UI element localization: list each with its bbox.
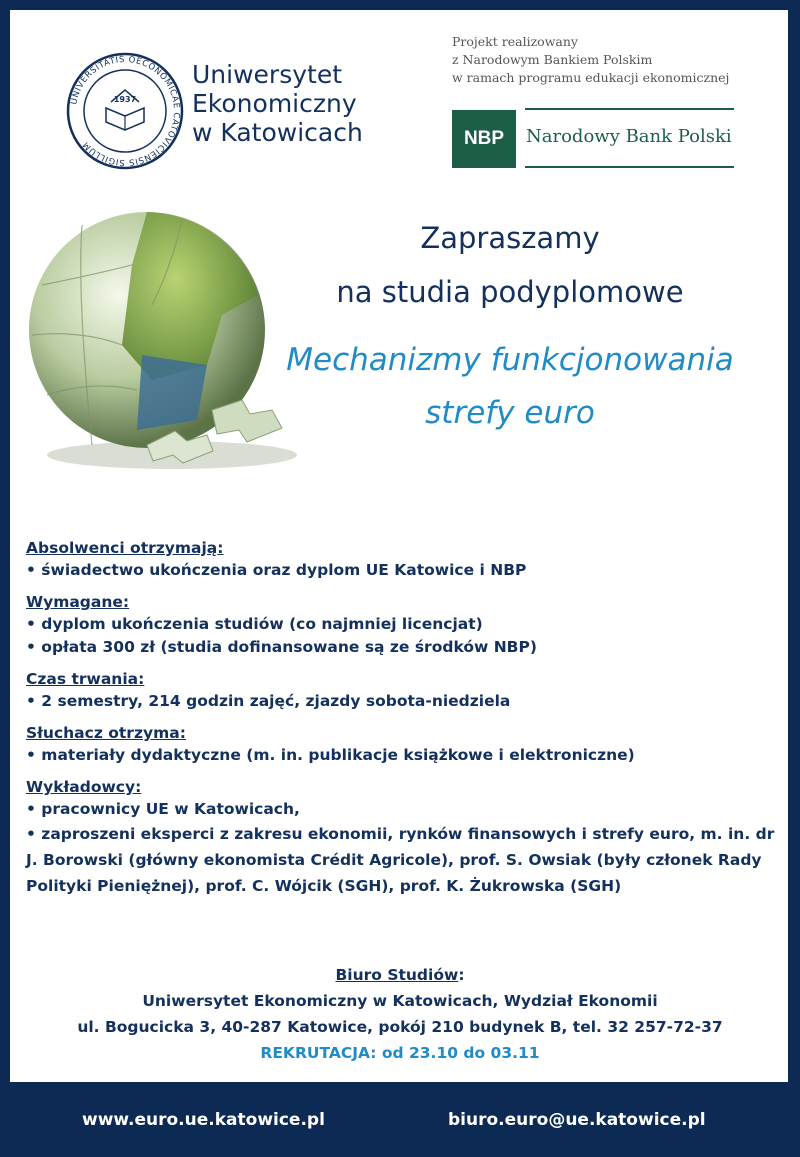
university-seal-logo	[66, 52, 184, 170]
website-link[interactable]: www.euro.ue.katowice.pl	[82, 1110, 325, 1130]
section-title: Wymagane:	[26, 593, 130, 611]
heading-postgraduate: na studia podyplomowe	[336, 275, 684, 309]
list-item: • pracownicy UE w Katowicach,	[26, 800, 300, 818]
list-item: • zaproszeni eksperci z zakresu ekonomii, rynków finansowych i strefy euro, m. in. dr J. Borowski (główny ekonomista Crédit Agricole), prof. S. Owsiak (były członek Rady Polityki Pieniężnej), prof. C. Wójcik (SGH), prof. K. Żukrowska (SGH)	[26, 825, 775, 895]
list-item: • opłata 300 zł (studia dofinansowane są ze środków NBP)	[26, 638, 537, 656]
university-name-line: Uniwersytet	[192, 60, 342, 89]
recruitment-dates: REKRUTACJA: od 23.10 do 03.11	[260, 1044, 540, 1062]
section-title: Słuchacz otrzyma:	[26, 724, 186, 742]
study-office	[10, 962, 790, 1066]
project-note	[452, 33, 729, 87]
list-item: • świadectwo ukończenia oraz dyplom UE Katowice i NBP	[26, 561, 527, 579]
office-title: Biuro Studiów:	[335, 966, 465, 984]
course-title-line: Mechanizmy funkcjonowania	[286, 342, 734, 378]
nbp-name: Narodowy Bank Polski	[526, 126, 732, 147]
nbp-logo-box: NBP	[452, 110, 516, 168]
course-title-line: strefy euro	[425, 395, 595, 431]
footer-bar	[0, 1082, 800, 1157]
list-item: • materiały dydaktyczne (m. in. publikacje książkowe i elektroniczne)	[26, 746, 635, 764]
nbp-top-rule	[525, 108, 734, 110]
university-name-line: Ekonomiczny	[192, 89, 357, 118]
project-note-line: Projekt realizowany	[452, 34, 578, 49]
email-link[interactable]: biuro.euro@ue.katowice.pl	[448, 1110, 706, 1130]
section-title: Czas trwania:	[26, 670, 145, 688]
svg-text:UNIVERSITATIS OECONOMICAE CATO: UNIVERSITATIS OECONOMICAE CATOVICIENSIS SIGILLUM	[69, 54, 182, 168]
office-address: Uniwersytet Ekonomiczny w Katowicach, Wydział Ekonomii	[142, 992, 658, 1010]
heading-invite: Zapraszamy	[420, 221, 600, 255]
list-item: • 2 semestry, 214 godzin zajęć, zjazdy sobota-niedziela	[26, 692, 511, 710]
university-name-line: w Katowicach	[192, 118, 363, 147]
project-note-line: z Narodowym Bankiem Polskim	[452, 52, 653, 67]
section-title: Absolwenci otrzymają:	[26, 539, 224, 557]
svg-text:1937: 1937	[113, 95, 137, 104]
section-title: Wykładowcy:	[26, 778, 142, 796]
project-note-line: w ramach programu edukacji ekonomicznej	[452, 70, 730, 85]
university-name	[192, 60, 363, 147]
course-details	[26, 537, 786, 899]
nbp-bottom-rule	[525, 166, 734, 168]
office-contact: ul. Bogucicka 3, 40-287 Katowice, pokój 210 budynek B, tel. 32 257-72-37	[77, 1018, 723, 1036]
list-item: • dyplom ukończenia studiów (co najmniej licencjat)	[26, 615, 483, 633]
